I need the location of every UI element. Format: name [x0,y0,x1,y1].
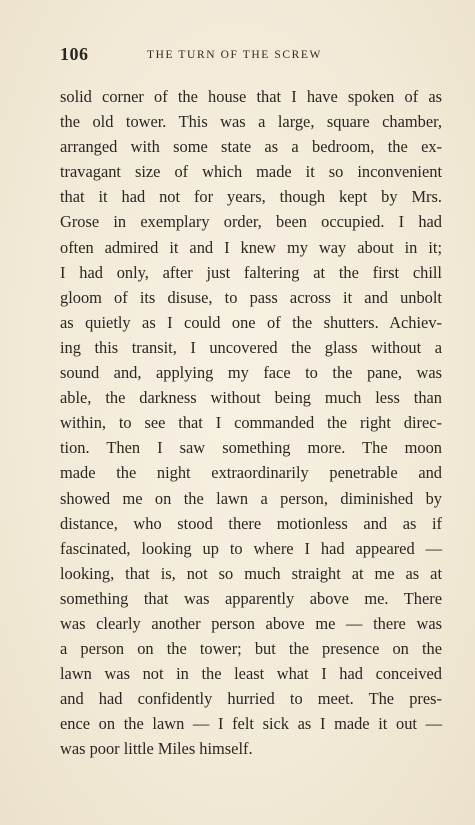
text-line: as quietly as I could one of the shutters. Achiev- [60,312,442,332]
text-line: was clearly another person above me — there was [60,613,442,633]
text-line: I had only, after just faltering at the first chill [60,262,442,282]
text-line: the old tower. This was a large, square chamber, [60,112,442,132]
text-line: often admired it and I knew my way about in it; [60,237,442,257]
text-line: looking, that is, not so much straight at me as at [60,563,442,583]
text-line: tion. Then I saw something more. The moon [60,438,442,458]
text-line: something that was apparently above me. There [60,588,442,608]
text-line: ence on the lawn — I felt sick as I made it out — [60,714,442,734]
text-line: travagant size of which made it so inconvenient [60,162,442,182]
text-line: arranged with some state as a bedroom, the ex- [60,137,442,157]
body-text [60,84,442,762]
page-number: 106 [60,44,89,64]
running-title: THE TURN OF THE SCREW [147,49,323,61]
text-line: solid corner of the house that I have spoken of as [60,87,442,106]
text-line: lawn was not in the least what I had conceived [60,664,442,684]
text-line-last: was poor little Miles himself. [60,739,253,759]
text-line: sound and, applying my face to the pane, was [60,363,442,383]
text-line: showed me on the lawn a person, diminished by [60,488,442,508]
text-line: fascinated, looking up to where I had appeared — [60,538,442,558]
text-line: within, to see that I commanded the right direc- [60,413,442,433]
text-line: able, the darkness without being much less than [60,388,442,408]
text-line: made the night extraordinarily penetrable and [60,463,442,483]
text-line: Grose in exemplary order, been occupied. I had [60,212,442,232]
text-line: ing this transit, I uncovered the glass without a [60,337,442,357]
page-header [60,44,440,66]
text-line: distance, who stood there motionless and as if [60,513,442,533]
text-line: and had confidently hurried to meet. The pres- [60,689,442,709]
text-line: a person on the tower; but the presence on the [60,639,442,659]
text-line: that it had not for years, though kept by Mrs. [60,187,442,207]
text-line: gloom of its disuse, to pass across it and unbolt [60,287,442,307]
